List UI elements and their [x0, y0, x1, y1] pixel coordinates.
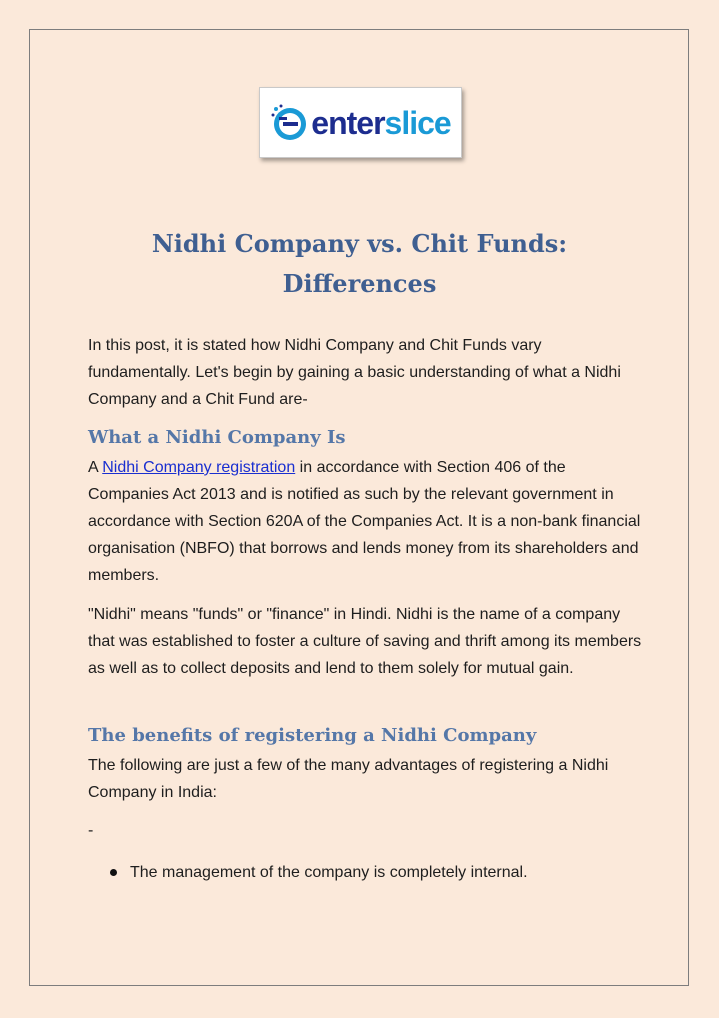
list-item — [110, 859, 528, 886]
title-line-1: Nidhi Company vs. Chit Funds: — [151, 229, 568, 258]
intro-paragraph: In this post, it is stated how Nidhi Company and Chit Funds vary fundamentally. Let's begin by gaining a basic understanding of what a Nidhi Company and a Chit Fund are- — [88, 337, 621, 408]
benefits-intro-paragraph: The following are just a few of the many advantages of registering a Nidhi Company in India: — [88, 757, 609, 801]
e-letter-logo-icon — [270, 103, 310, 143]
definition-paragraph: A Nidhi Company registration in accordance with Section 406 of the Companies Act 2013 and is notified as such by the relevant government in accordance with Section 620A of the Companies Act. It is a non-bank financial organisation (NBFO) that borrows and lends money from its shareholders and members. — [88, 459, 641, 584]
title-line-2: Differences — [282, 269, 437, 298]
section-heading-benefits: The benefits of registering a Nidhi Company — [88, 725, 537, 746]
meaning-paragraph: "Nidhi" means "funds" or "finance" in Hindi. Nidhi is the name of a company that was established to foster a culture of saving and thrift among its members as well as to collect deposits and lend to them solely for mutual gain. — [88, 606, 642, 677]
page-title — [88, 224, 631, 304]
nidhi-registration-link[interactable]: Nidhi Company registration — [102, 459, 296, 476]
logo-wordmark: enterslice — [311, 104, 451, 141]
dash-separator: - — [88, 822, 94, 839]
logo — [259, 87, 462, 158]
list-item-text: The management of the company is completely internal. — [130, 864, 528, 881]
bullet-dot-icon — [110, 869, 117, 876]
section-heading-what-is: What a Nidhi Company Is — [88, 427, 346, 448]
